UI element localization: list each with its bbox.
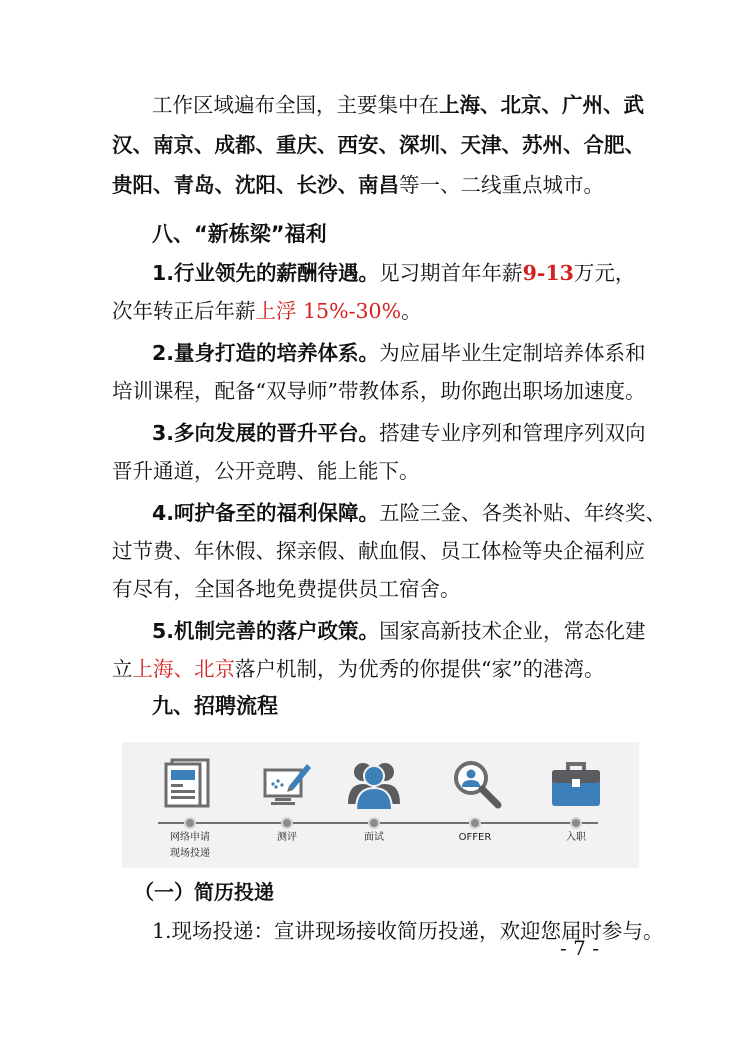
briefcase-icon (548, 756, 604, 812)
timeline-dot (570, 817, 582, 829)
intro-text: 工作区域遍布全国，主要集中在 (152, 93, 439, 117)
subsection-line-1: 1.现场投递：宣讲现场接收简历投递，欢迎您届时参与。 (152, 919, 664, 943)
page-number: - 7 - (560, 936, 599, 960)
benefit-1-line-2 (112, 294, 422, 324)
timeline-dot (281, 817, 293, 829)
benefit-text: 万元， (573, 261, 636, 285)
subsection-title: （一）简历投递 (134, 880, 274, 904)
intro-line-1 (152, 88, 644, 118)
raise-value: 上浮 15%-30% (255, 299, 402, 323)
benefit-3-line-2: 晋升通道，公开竞聘、能上能下。 (112, 459, 420, 483)
intro-cities: 贵阳、青岛、沈阳、长沙、南昌 (112, 173, 399, 197)
benefit-text: 五险三金、各类补贴、年终奖、 (379, 501, 667, 525)
benefit-text: 国家高新技术企业，常态化建 (379, 619, 646, 643)
intro-text: 等一、二线重点城市。 (399, 173, 604, 197)
step-label: 面试 (364, 832, 384, 843)
benefit-4-line-1 (152, 496, 666, 526)
step-label-line: 网络申请 (170, 832, 210, 843)
timeline-dot (184, 817, 196, 829)
timeline-dot (368, 817, 380, 829)
benefit-text: 立 (112, 657, 133, 681)
step-label (155, 830, 225, 862)
benefit-text: 。 (401, 299, 422, 323)
timeline-dot (469, 817, 481, 829)
benefit-4-title: 4.呵护备至的福利保障。 (152, 501, 380, 525)
section-8-title: 八、“新栋梁”福利 (152, 222, 327, 246)
interview-people-icon (346, 756, 402, 812)
monitor-pen-icon (259, 756, 315, 812)
intro-line-3 (112, 168, 604, 198)
benefit-5-title: 5.机制完善的落户政策。 (152, 619, 380, 643)
intro-line-2: 汉、南京、成都、重庆、西安、深圳、天津、苏州、合肥、 (112, 133, 645, 157)
benefit-5-line-2 (112, 652, 604, 682)
step-label-line: 现场投递 (170, 848, 210, 859)
magnifier-person-icon (449, 756, 505, 812)
step-label: 测评 (277, 832, 297, 843)
step-label: OFFER (458, 832, 492, 843)
section-9-title: 九、招聘流程 (152, 694, 278, 718)
benefit-3-line-1 (152, 416, 646, 446)
intro-cities: 上海、北京、广州、武 (439, 93, 644, 117)
benefit-1-title: 1.行业领先的薪酬待遇。 (152, 261, 380, 285)
benefit-2-line-2: 培训课程，配备“双导师”带教体系，助你跑出职场加速度。 (112, 379, 646, 403)
benefit-text: 落户机制，为优秀的你提供“家”的港湾。 (235, 657, 605, 681)
step-label: 入职 (566, 832, 586, 843)
benefit-4-line-2: 过节费、年休假、探亲假、献血假、员工体检等央企福利应 (112, 539, 645, 563)
benefit-text: 搭建专业序列和管理序列双向 (379, 421, 646, 445)
benefit-3-title: 3.多向发展的晋升平台。 (152, 421, 380, 445)
benefit-2-line-1 (152, 336, 646, 366)
benefit-text: 为应届毕业生定制培养体系和 (379, 341, 646, 365)
benefit-5-line-1 (152, 614, 646, 644)
hukou-cities: 上海、北京 (132, 657, 235, 681)
benefit-1-line-1 (152, 256, 635, 286)
salary-value: 9-13 (522, 261, 574, 285)
resume-document-icon (160, 756, 216, 812)
benefit-text: 次年转正后年薪 (112, 299, 256, 323)
benefit-2-title: 2.量身打造的培养体系。 (152, 341, 380, 365)
recruitment-flow (122, 742, 639, 868)
benefit-text: 见习期首年年薪 (379, 261, 523, 285)
benefit-4-line-3: 有尽有，全国各地免费提供员工宿舍。 (112, 577, 461, 601)
